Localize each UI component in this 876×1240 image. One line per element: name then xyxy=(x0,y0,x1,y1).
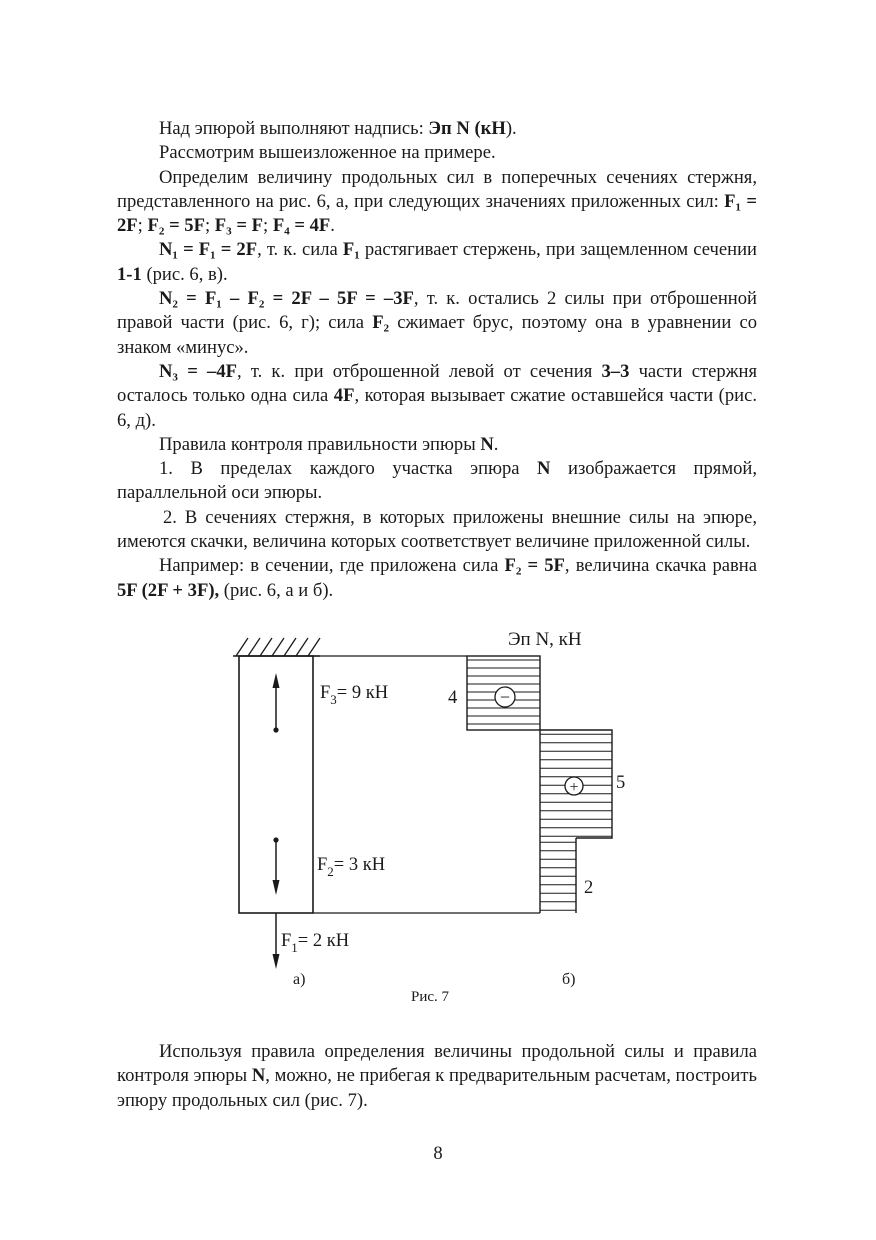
paragraph-rule-2: 2. В сечениях стержня, в которых приложены внешние силы на эпюре, имеются скачки, величина которых соответствует величине приложенной силы. xyxy=(117,506,757,553)
minus-sign xyxy=(495,687,515,707)
label-f1: $F_1= 2$ кН xyxy=(281,931,350,955)
epure-value-4: 4 xyxy=(448,688,458,708)
paragraph-rule-1: 1. В пределах каждого участка эпюра N изображается прямой, параллельной оси эпюры. xyxy=(117,458,758,504)
paragraph-n2: N₂ = F₁ – F₂ = 2F – 5F = –3F, т. к. остались 2 силы при отброшенной правой части (рис. 6, г); сила F₂ сжимает брус, поэтому она в уравнении со знаком «минус». xyxy=(117,288,757,358)
svg-text:+: + xyxy=(569,779,579,796)
body-text-bottom xyxy=(117,1040,757,1113)
force-f1-arrow xyxy=(273,913,280,969)
force-f2-arrow xyxy=(273,837,280,895)
svg-text:−: − xyxy=(499,687,511,707)
label-f2: $F_2= 3$ кН xyxy=(317,855,386,879)
label-f3: $F_3= 9$ кН xyxy=(320,683,389,707)
epure-value-5: 5 xyxy=(616,773,626,793)
fixed-support-hatch xyxy=(233,638,320,656)
paragraph-forces-given: Определим величину продольных сил в поперечных сечениях стержня, представленного на рис. 6, а, при следующих значениях приложенных сил: F₁ = 2F; F₂ = 5F; F₃ = F; F₄ = 4F. xyxy=(117,166,757,237)
subfigure-label-b: б) xyxy=(562,971,576,988)
plus-sign xyxy=(565,777,583,796)
paragraph-conclusion: Используя правила определения величины продольной силы и правила контроля эпюры N, можно, не прибегая к предварительным расчетам, построить эпюру продольных сил (рис. 7). xyxy=(117,1041,757,1111)
page-number: 8 xyxy=(433,1143,443,1164)
paragraph-rules-title: Правила контроля правильности эпюры N. xyxy=(159,433,499,455)
subfigure-label-a: а) xyxy=(293,971,306,988)
epure-segment-positive-2 xyxy=(540,838,576,913)
paragraph-example-jump: Например: в сечении, где приложена сила F₂ = 5F, величина скачка равна 5F (2F + 3F), (рис. 6, а и б). xyxy=(117,555,757,601)
epure-title: Эп N, кН xyxy=(508,629,582,650)
paragraph-n1: N₁ = F₁ = 2F, т. к. сила F₁ растягивает стержень, при защемленном сечении 1-1 (рис. 6, в). xyxy=(117,239,757,285)
paragraph-n3: N₃ = –4F, т. к. при отброшенной левой от сечения 3–3 части стержня осталось только одна сила 4F, которая вызывает сжатие оставшейся части (рис. 6, д). xyxy=(117,360,757,431)
paragraph-example-intro: Рассмотрим вышеизложенное на примере. xyxy=(159,142,496,164)
force-f3-arrow xyxy=(273,673,280,733)
epure-value-2: 2 xyxy=(584,878,594,898)
figure-caption: Рис. 7 xyxy=(410,989,450,1005)
paragraph-heading-note: Над эпюрой выполняют надпись: Эп N (кН). xyxy=(159,118,517,139)
